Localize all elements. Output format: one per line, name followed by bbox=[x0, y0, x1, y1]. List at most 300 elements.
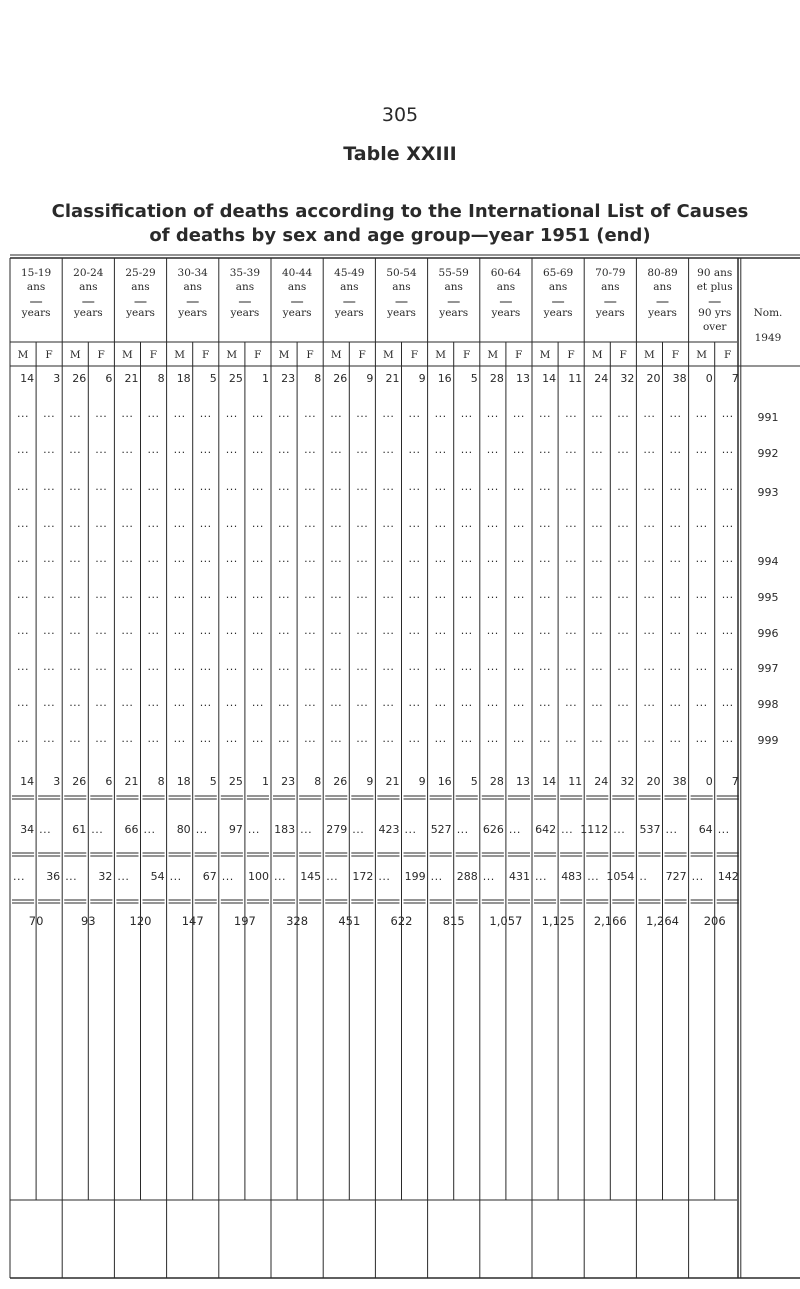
group-total: 2,166 bbox=[593, 914, 627, 928]
empty-cell: ... bbox=[95, 732, 108, 745]
table-cell: 199 bbox=[404, 870, 426, 883]
table-cell: ... bbox=[508, 823, 521, 836]
sex-label-m: M bbox=[644, 349, 655, 361]
empty-cell: ... bbox=[304, 552, 317, 565]
empty-cell: ... bbox=[617, 588, 630, 601]
empty-cell: ... bbox=[43, 407, 56, 420]
empty-cell: ... bbox=[617, 517, 630, 530]
empty-cell: ... bbox=[278, 552, 290, 565]
empty-cell: ... bbox=[460, 480, 473, 493]
empty-cell: ... bbox=[43, 517, 56, 530]
table-cell: 483 bbox=[561, 870, 583, 883]
empty-cell: ... bbox=[434, 480, 447, 493]
group-total: 1,125 bbox=[541, 914, 575, 928]
nom-code: 993 bbox=[757, 486, 779, 499]
age-group-sub: ans bbox=[287, 281, 307, 293]
empty-cell: ... bbox=[69, 660, 82, 673]
empty-cell: ... bbox=[460, 407, 473, 420]
empty-cell: ... bbox=[330, 624, 343, 637]
empty-cell: ... bbox=[173, 696, 186, 709]
sex-label-m: M bbox=[591, 349, 603, 361]
table-cell: ... bbox=[247, 823, 260, 836]
table-cell: 24 bbox=[594, 372, 609, 385]
age-group-years: years bbox=[178, 307, 208, 319]
sex-label-m: M bbox=[226, 349, 238, 361]
age-group-sub: et plus bbox=[696, 281, 733, 293]
empty-cell: ... bbox=[330, 732, 343, 745]
empty-cell: ... bbox=[95, 443, 108, 456]
empty-cell: ... bbox=[486, 552, 499, 565]
empty-cell: ... bbox=[434, 517, 447, 530]
empty-cell: ... bbox=[147, 443, 160, 456]
sex-label-m: M bbox=[174, 349, 185, 361]
empty-cell: ... bbox=[669, 624, 682, 637]
empty-cell: ... bbox=[95, 480, 108, 493]
empty-cell: ... bbox=[669, 480, 682, 493]
empty-cell: ... bbox=[434, 624, 447, 637]
age-group-years: years bbox=[21, 307, 51, 319]
empty-cell: ... bbox=[695, 480, 708, 493]
table-cell: 431 bbox=[509, 870, 530, 883]
empty-cell: ... bbox=[199, 588, 212, 601]
empty-cell: ... bbox=[591, 552, 604, 565]
table-cell: ... bbox=[717, 823, 730, 836]
age-group-sub: ans bbox=[548, 281, 568, 293]
age-group-label: 15-19 bbox=[20, 267, 52, 279]
empty-cell: ... bbox=[356, 660, 369, 673]
page-number: 305 bbox=[381, 104, 419, 126]
empty-cell: ... bbox=[408, 588, 421, 601]
empty-cell: ... bbox=[643, 624, 656, 637]
table-cell: 537 bbox=[639, 823, 661, 836]
empty-cell: ... bbox=[486, 696, 499, 709]
table-cell: 8 bbox=[314, 372, 322, 385]
table-cell: 26 bbox=[333, 372, 348, 385]
empty-cell: ... bbox=[460, 552, 473, 565]
empty-cell: ... bbox=[69, 443, 82, 456]
nom-year: 1949 bbox=[754, 332, 782, 344]
empty-cell: ... bbox=[539, 407, 551, 420]
empty-cell: ... bbox=[565, 552, 578, 565]
table-cell: 14 bbox=[542, 372, 557, 385]
empty-cell: ... bbox=[591, 588, 604, 601]
table-cell: 28 bbox=[489, 372, 504, 385]
age-group-label: 50-54 bbox=[386, 267, 417, 279]
empty-cell: ... bbox=[486, 517, 499, 530]
empty-cell: ... bbox=[669, 660, 682, 673]
empty-cell: ... bbox=[69, 732, 82, 745]
empty-cell: ... bbox=[121, 480, 134, 493]
empty-cell: ... bbox=[408, 443, 421, 456]
table-cell: ... bbox=[169, 870, 182, 883]
table-cell: 727 bbox=[665, 870, 687, 883]
empty-cell: ... bbox=[304, 480, 317, 493]
table-cell: 26 bbox=[72, 372, 87, 385]
age-group-sub: ans bbox=[601, 281, 620, 293]
empty-cell: ... bbox=[147, 732, 160, 745]
empty-cell: ... bbox=[43, 552, 56, 565]
table-cell: 14 bbox=[20, 775, 35, 788]
group-total: 622 bbox=[390, 914, 413, 928]
empty-cell: ... bbox=[591, 517, 604, 530]
table-cell: 54 bbox=[150, 870, 165, 883]
table-cell: 36 bbox=[46, 870, 61, 883]
empty-cell: ... bbox=[121, 696, 134, 709]
empty-cell: ... bbox=[278, 732, 290, 745]
empty-cell: ... bbox=[69, 588, 82, 601]
empty-cell: ... bbox=[617, 407, 630, 420]
empty-cell: ... bbox=[43, 696, 56, 709]
empty-cell: ... bbox=[565, 732, 578, 745]
table-cell: 20 bbox=[646, 372, 661, 385]
empty-cell: ... bbox=[460, 517, 473, 530]
age-group-years: years bbox=[595, 307, 625, 319]
empty-cell: ... bbox=[251, 732, 264, 745]
table-cell: ... bbox=[430, 870, 443, 883]
age-group-label: 55-59 bbox=[438, 267, 469, 279]
table-cell: ... bbox=[274, 870, 286, 883]
empty-cell: ... bbox=[121, 732, 134, 745]
empty-cell: ... bbox=[225, 552, 238, 565]
empty-cell: ... bbox=[408, 660, 421, 673]
table-cell: 14 bbox=[542, 775, 557, 788]
sex-label-m: M bbox=[539, 349, 551, 361]
empty-cell: ... bbox=[721, 443, 734, 456]
table-cell: 3 bbox=[53, 775, 61, 788]
empty-cell: ... bbox=[251, 588, 264, 601]
empty-cell: ... bbox=[147, 407, 160, 420]
empty-cell: ... bbox=[173, 443, 186, 456]
empty-cell: ... bbox=[17, 732, 29, 745]
age-group-sub: ans bbox=[26, 281, 46, 293]
table-cell: 26 bbox=[72, 775, 87, 788]
empty-cell: ... bbox=[251, 696, 264, 709]
age-group-years: years bbox=[334, 307, 364, 319]
age-group-years: years bbox=[491, 307, 521, 319]
empty-cell: ... bbox=[408, 696, 421, 709]
empty-cell: ... bbox=[225, 407, 238, 420]
age-group-years: years bbox=[387, 307, 416, 319]
empty-cell: ... bbox=[147, 660, 160, 673]
table-cell: ... bbox=[456, 823, 469, 836]
empty-cell: ... bbox=[95, 660, 108, 673]
empty-cell: ... bbox=[591, 660, 604, 673]
age-group-sub: ans bbox=[79, 281, 98, 293]
group-total: 815 bbox=[442, 914, 465, 928]
sex-label-m: M bbox=[122, 349, 133, 361]
empty-cell: ... bbox=[643, 588, 656, 601]
empty-cell: ... bbox=[565, 696, 578, 709]
empty-cell: ... bbox=[225, 624, 238, 637]
table-cell: 20 bbox=[646, 775, 661, 788]
table-cell: ... bbox=[65, 870, 78, 883]
empty-cell: ... bbox=[330, 517, 343, 530]
table-cell: 5 bbox=[209, 372, 217, 385]
table-cell: 0 bbox=[705, 775, 713, 788]
table-cell: 97 bbox=[228, 823, 243, 836]
caption-line-2: of deaths by sex and age group—year 1951 (end) bbox=[149, 225, 651, 246]
empty-cell: ... bbox=[356, 552, 369, 565]
empty-cell: ... bbox=[434, 443, 447, 456]
age-group-label: 80-89 bbox=[647, 267, 678, 279]
empty-cell: ... bbox=[512, 407, 525, 420]
table-cell: ... bbox=[587, 870, 600, 883]
empty-cell: ... bbox=[408, 624, 421, 637]
empty-cell: ... bbox=[330, 552, 343, 565]
empty-cell: ... bbox=[617, 624, 630, 637]
empty-cell: ... bbox=[251, 660, 264, 673]
nom-header: Nom. bbox=[753, 307, 783, 319]
table-cell: 13 bbox=[516, 372, 530, 385]
empty-cell: ... bbox=[43, 588, 56, 601]
empty-cell: ... bbox=[460, 696, 473, 709]
table-cell: 32 bbox=[98, 870, 113, 883]
sex-label-f: F bbox=[149, 349, 158, 361]
empty-cell: ... bbox=[17, 588, 29, 601]
age-group-years: years bbox=[126, 307, 155, 319]
table-cell: 288 bbox=[456, 870, 478, 883]
empty-cell: ... bbox=[695, 732, 708, 745]
empty-cell: ... bbox=[356, 443, 369, 456]
table-cell: ... bbox=[221, 870, 234, 883]
sex-label-m: M bbox=[17, 349, 29, 361]
empty-cell: ... bbox=[356, 732, 369, 745]
empty-cell: ... bbox=[278, 407, 290, 420]
nom-code: 991 bbox=[757, 411, 779, 424]
empty-cell: ... bbox=[617, 552, 630, 565]
table-cell: ... bbox=[482, 870, 495, 883]
empty-cell: ... bbox=[382, 517, 395, 530]
sex-label-f: F bbox=[462, 349, 471, 361]
table-cell: 34 bbox=[20, 823, 35, 836]
sex-label-m: M bbox=[278, 349, 290, 361]
empty-cell: ... bbox=[121, 443, 134, 456]
table-cell: 18 bbox=[176, 372, 191, 385]
sex-label-f: F bbox=[97, 349, 105, 361]
empty-cell: ... bbox=[565, 660, 578, 673]
empty-cell: ... bbox=[695, 624, 708, 637]
table-cell: 8 bbox=[157, 775, 165, 788]
empty-cell: ... bbox=[199, 443, 212, 456]
age-group-years: years bbox=[648, 307, 677, 319]
table-cell: 5 bbox=[470, 775, 478, 788]
table-cell: 16 bbox=[437, 775, 452, 788]
empty-cell: ... bbox=[173, 660, 186, 673]
empty-cell: ... bbox=[69, 517, 82, 530]
age-group-years: 90 yrs bbox=[698, 307, 732, 319]
empty-cell: ... bbox=[225, 696, 238, 709]
empty-cell: ... bbox=[539, 517, 551, 530]
empty-cell: ... bbox=[199, 624, 212, 637]
sex-label-m: M bbox=[435, 349, 446, 361]
empty-cell: ... bbox=[199, 732, 212, 745]
empty-cell: ... bbox=[304, 624, 317, 637]
table-cell: 38 bbox=[672, 775, 687, 788]
table-cell: 24 bbox=[594, 775, 609, 788]
empty-cell: ... bbox=[69, 624, 82, 637]
empty-cell: ... bbox=[591, 480, 604, 493]
empty-cell: ... bbox=[591, 407, 604, 420]
table-cell: 9 bbox=[418, 372, 426, 385]
sex-label-f: F bbox=[254, 349, 262, 361]
sex-label-f: F bbox=[619, 349, 627, 361]
empty-cell: ... bbox=[486, 588, 499, 601]
age-group-label: 45-49 bbox=[334, 267, 365, 279]
empty-cell: ... bbox=[304, 732, 317, 745]
empty-cell: ... bbox=[382, 480, 395, 493]
empty-cell: ... bbox=[43, 624, 56, 637]
empty-cell: ... bbox=[669, 696, 682, 709]
sex-label-m: M bbox=[330, 349, 342, 361]
empty-cell: ... bbox=[512, 552, 525, 565]
table-cell: 6 bbox=[105, 372, 113, 385]
empty-cell: ... bbox=[591, 732, 604, 745]
table-cell: 9 bbox=[366, 775, 374, 788]
table-cell: 32 bbox=[620, 372, 635, 385]
group-total: 120 bbox=[129, 914, 152, 928]
empty-cell: ... bbox=[512, 624, 525, 637]
empty-cell: ... bbox=[199, 552, 212, 565]
sex-label-f: F bbox=[410, 349, 419, 361]
table-cell: 1054 bbox=[606, 870, 635, 883]
empty-cell: ... bbox=[356, 696, 369, 709]
empty-cell: ... bbox=[486, 660, 499, 673]
sex-label-f: F bbox=[306, 349, 314, 361]
table-cell: 18 bbox=[176, 775, 191, 788]
empty-cell: ... bbox=[43, 732, 56, 745]
age-group-sub: ans bbox=[653, 281, 672, 293]
empty-cell: ... bbox=[278, 660, 290, 673]
group-total: 147 bbox=[181, 914, 204, 928]
empty-cell: ... bbox=[173, 407, 186, 420]
empty-cell: ... bbox=[434, 696, 447, 709]
empty-cell: ... bbox=[147, 588, 160, 601]
empty-cell: ... bbox=[539, 624, 551, 637]
age-group-label: 70-79 bbox=[595, 267, 626, 279]
empty-cell: ... bbox=[512, 443, 525, 456]
empty-cell: ... bbox=[539, 443, 551, 456]
empty-cell: ... bbox=[17, 517, 29, 530]
empty-cell: ... bbox=[95, 588, 108, 601]
table-cell: ... bbox=[143, 823, 156, 836]
table-cell: .. bbox=[639, 870, 648, 883]
age-group-label: 35-39 bbox=[229, 267, 261, 279]
sex-label-f: F bbox=[723, 349, 732, 361]
empty-cell: ... bbox=[539, 552, 551, 565]
empty-cell: ... bbox=[95, 407, 108, 420]
empty-cell: ... bbox=[408, 552, 421, 565]
empty-cell: ... bbox=[43, 480, 56, 493]
empty-cell: ... bbox=[539, 588, 551, 601]
empty-cell: ... bbox=[695, 696, 708, 709]
empty-cell: ... bbox=[643, 517, 656, 530]
table-cell: 14 bbox=[20, 372, 35, 385]
table-cell: 6 bbox=[105, 775, 113, 788]
empty-cell: ... bbox=[382, 696, 395, 709]
empty-cell: ... bbox=[565, 517, 578, 530]
empty-cell: ... bbox=[304, 517, 317, 530]
empty-cell: ... bbox=[356, 588, 369, 601]
age-group-years: years bbox=[73, 307, 103, 319]
empty-cell: ... bbox=[382, 732, 395, 745]
empty-cell: ... bbox=[408, 480, 421, 493]
empty-cell: ... bbox=[69, 696, 82, 709]
empty-cell: ... bbox=[617, 732, 630, 745]
empty-cell: ... bbox=[69, 407, 82, 420]
empty-cell: ... bbox=[225, 660, 238, 673]
nom-code: 992 bbox=[757, 447, 779, 460]
nom-code: 994 bbox=[757, 555, 779, 568]
empty-cell: ... bbox=[486, 443, 499, 456]
table-cell: 26 bbox=[333, 775, 348, 788]
table-cell: 5 bbox=[470, 372, 478, 385]
group-total: 1,057 bbox=[489, 914, 523, 928]
caption-line-1: Classification of deaths according to the International List of Causes bbox=[51, 201, 749, 222]
empty-cell: ... bbox=[643, 407, 656, 420]
empty-cell: ... bbox=[669, 552, 682, 565]
empty-cell: ... bbox=[330, 443, 343, 456]
group-total: 1,264 bbox=[646, 914, 679, 928]
table-cell: 7 bbox=[731, 775, 739, 788]
table-cell: 172 bbox=[352, 870, 374, 883]
empty-cell: ... bbox=[434, 588, 447, 601]
empty-cell: ... bbox=[382, 660, 395, 673]
sex-label-f: F bbox=[515, 349, 523, 361]
empty-cell: ... bbox=[512, 696, 525, 709]
empty-cell: ... bbox=[304, 443, 317, 456]
table-cell: 11 bbox=[568, 372, 583, 385]
empty-cell: ... bbox=[486, 407, 499, 420]
group-total: 197 bbox=[233, 914, 256, 928]
empty-cell: ... bbox=[173, 480, 186, 493]
table-cell: ... bbox=[613, 823, 626, 836]
sex-label-f: F bbox=[45, 349, 53, 361]
empty-cell: ... bbox=[278, 443, 290, 456]
empty-cell: ... bbox=[251, 480, 264, 493]
empty-cell: ... bbox=[121, 552, 134, 565]
empty-cell: ... bbox=[460, 732, 473, 745]
age-group-label: 90 ans bbox=[697, 267, 733, 279]
empty-cell: ... bbox=[278, 480, 290, 493]
empty-cell: ... bbox=[434, 552, 447, 565]
empty-cell: ... bbox=[512, 660, 525, 673]
table-cell: 1 bbox=[262, 372, 269, 385]
table-cell: 21 bbox=[124, 775, 139, 788]
table-cell: ... bbox=[691, 870, 704, 883]
empty-cell: ... bbox=[69, 552, 82, 565]
age-group-sub: ans bbox=[444, 281, 463, 293]
table-cell: 64 bbox=[698, 823, 713, 836]
empty-cell: ... bbox=[617, 696, 630, 709]
sex-label-f: F bbox=[671, 349, 680, 361]
table-cell: ... bbox=[91, 823, 104, 836]
group-total: 451 bbox=[338, 914, 361, 928]
empty-cell: ... bbox=[330, 407, 343, 420]
table-cell: 626 bbox=[482, 823, 504, 836]
empty-cell: ... bbox=[304, 660, 317, 673]
table-cell: 67 bbox=[202, 870, 217, 883]
empty-cell: ... bbox=[251, 624, 264, 637]
age-group-sub: ans bbox=[496, 281, 516, 293]
empty-cell: ... bbox=[95, 696, 108, 709]
empty-cell: ... bbox=[121, 660, 134, 673]
table-cell: 0 bbox=[705, 372, 713, 385]
empty-cell: ... bbox=[512, 480, 525, 493]
empty-cell: ... bbox=[173, 552, 186, 565]
empty-cell: ... bbox=[721, 732, 734, 745]
table-cell: 5 bbox=[209, 775, 217, 788]
empty-cell: ... bbox=[460, 588, 473, 601]
